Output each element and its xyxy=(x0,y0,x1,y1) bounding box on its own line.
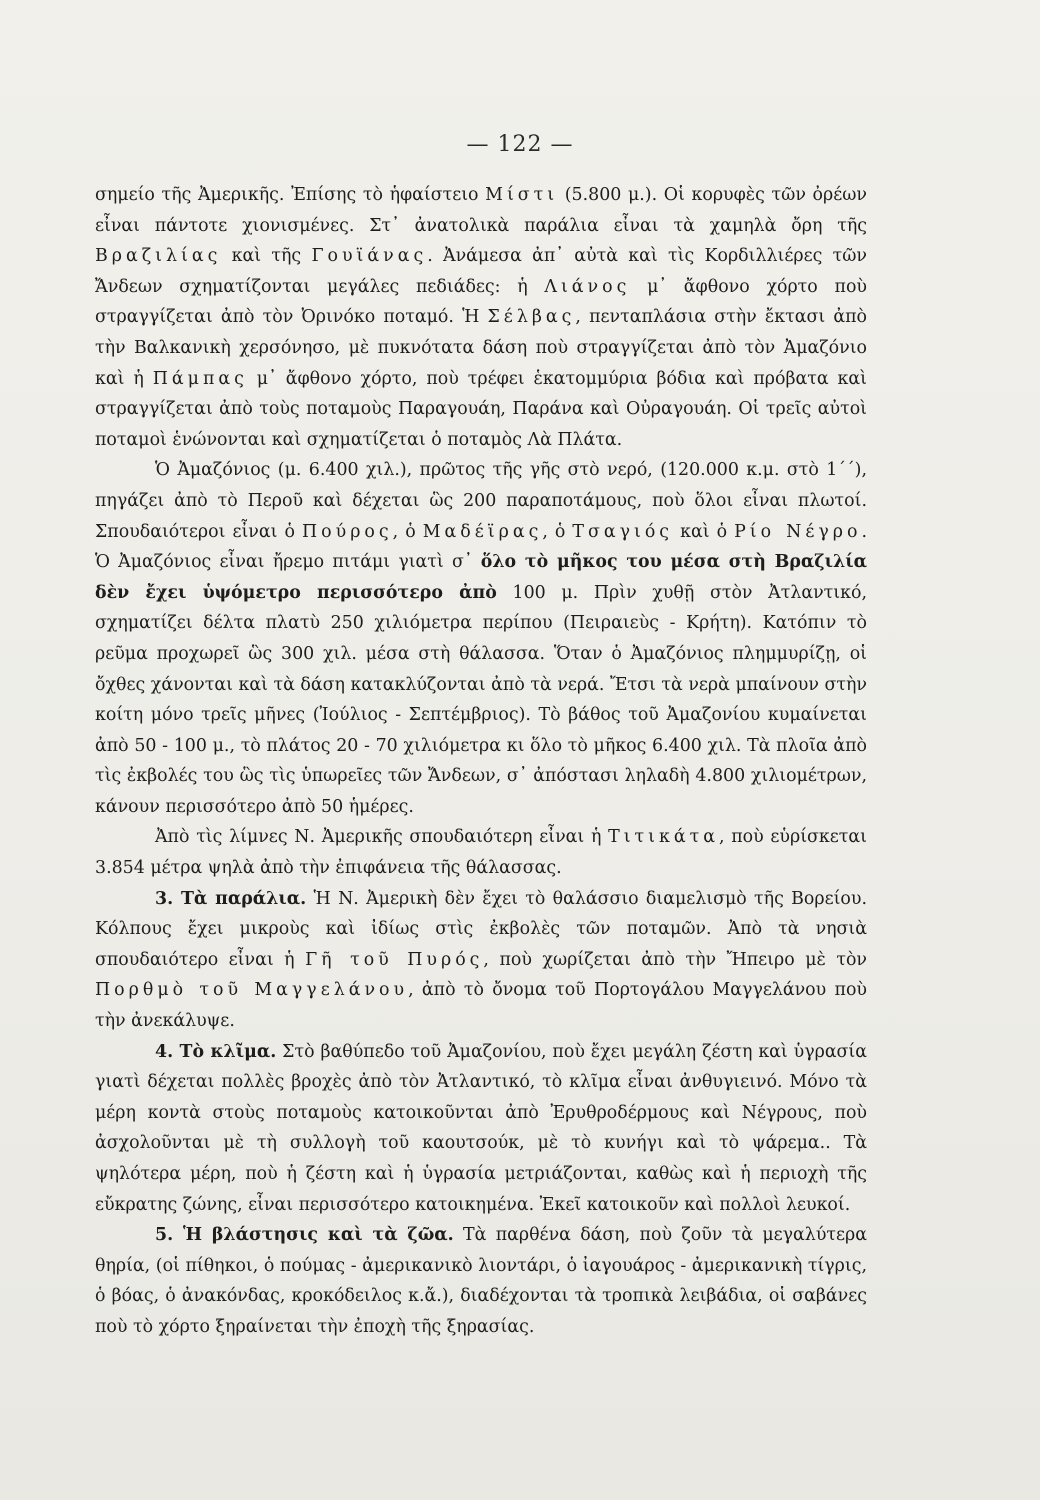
paragraph-amazon xyxy=(95,455,867,822)
text-run: σημείο τῆς Ἀμερικῆς. Ἐπίσης τὸ ἡφαίστειο xyxy=(95,185,486,205)
text-run: , πενταπλάσια στὴν ἔκτασι ἀπὸ τὴν Βαλκανικὴ χερσόνησο, μὲ πυκνότατα δάση ποὺ στραγγίζεται ἀπὸ τὸν Ἀμαζόνιο καὶ ἡ xyxy=(95,307,867,389)
text-run: καὶ τῆς xyxy=(221,246,312,267)
bold-text: ὅλο τὸ μῆκος του μέσα στὴ Βραζιλία δὲν ἔχει ὑψόμετρο περισσότερο ἀπὸ xyxy=(95,552,868,603)
text-run: Ἡ Ν. Ἀμερικὴ δὲν ἔχει τὸ θαλάσσιο διαμελισμὸ τῆς Βορείου. Κόλπους ἔχει μικροὺς καὶ ἰδίως στὶς ἐκβολὲς τῶν ποταμῶν. Ἀπὸ τὰ νησιὰ σπουδαιότερο εἶναι ἡ xyxy=(95,888,867,970)
paragraph-intro xyxy=(95,180,867,455)
text-run: μ᾿ ἄφθονο χόρτο ποὺ στραγγίζεται ἀπὸ τὸν Ὀρινόκο ποταμό. Ἡ xyxy=(95,276,867,328)
text-run: Στὸ βαθύπεδο τοῦ Ἀμαζονίου, ποὺ ἔχει μεγάλη ζέστη καὶ ὑγρασία γιατὶ δέχεται πολλὲς βροχὲς ἀπὸ τὸν Ἀτλαντικό, τὸ κλῖμα εἶναι ἀνθυγιεινό. Μόνο τὰ μέρη κοντὰ στοὺς ποταμοὺς κατοικοῦνται ἀπὸ Ἐρυθροδέρμους καὶ Νέγρους, ποὺ ἀσχολοῦνται μὲ τὴ συλλογὴ τοῦ καουτσούκ, μὲ τὸ κυνήγι καὶ τὸ ψάρεμα.. Τὰ ψηλότερα μέρη, ποὺ ἡ ζέστη καὶ ἡ ὑγρασία μετριάζονται, καθὼς καὶ ἡ περιοχὴ τῆς εὔκρατης ζώνης, εἶναι περισσότερο κατοικημένα. Ἐκεῖ κατοικοῦν καὶ πολλοὶ λευκοί. xyxy=(95,1041,867,1215)
text-run: Ἀπὸ τὶς λίμνες Ν. Ἀμερικῆς σπουδαιότερη εἶναι ἡ xyxy=(155,827,609,848)
bold-text: 3. Τὰ παράλια. xyxy=(155,888,307,909)
text-run: , ἀπὸ τὸ ὄνομα τοῦ Πορτογάλου Μαγγελάνου ποὺ τὴν ἀνεκάλυψε. xyxy=(95,980,867,1032)
spaced-term: Ρίο Νέγρο xyxy=(734,521,862,542)
spaced-term: Γουϊάνας xyxy=(311,246,428,267)
spaced-term: Λιάνος xyxy=(544,276,631,297)
spaced-term: Πορθμὸ τοῦ Μαγγελάνου xyxy=(95,980,409,1001)
paragraph-climate xyxy=(95,1037,867,1221)
paragraph-ports xyxy=(95,822,867,883)
bold-text: 4. Τὸ κλῖμα. xyxy=(155,1041,277,1062)
spaced-term: Τιτικάτα xyxy=(608,827,719,848)
text-run: καὶ ὁ xyxy=(673,521,735,542)
page-number: — 122 — xyxy=(466,132,574,157)
spaced-term: Πούρος xyxy=(302,521,393,542)
text-run: . Ἀνάμεσα ἀπ᾿ αὐτὰ καὶ τὶς Κορδιλλιέρες τῶν Ἄνδεων σχηματίζονται μεγάλες πεδιάδες: ἡ xyxy=(95,246,867,297)
spaced-term: Πάμπας xyxy=(152,368,248,389)
text-run: 100 μ. Πρὶν χυθῇ στὸν Ἀτλαντικό, σχηματίζει δέλτα πλατὺ 250 χιλιόμετρα περίπου (Πειραιεὺς - Κρήτη). Κατόπιν τὸ ρεῦμα προχωρεῖ ὣς 300 χιλ. μέσα στὴ θάλασσα. Ὅταν ὁ Ἀμαζόνιος πλημμυρίζῃ, οἱ ὄχθες χάνονται καὶ τὰ δάση κατακλύζονται ἀπὸ τὰ νερά. Ἔτσι τὰ νερὰ μπαίνουν στὴν κοίτη μόνο τρεῖς μῆνες (Ἰούλιος - Σεπτέμβριος). Τὸ βάθος τοῦ Ἀμαζονίου κυμαίνεται ἀπὸ 50 - 100 μ., τὸ πλάτος 20 - 70 χιλιόμετρα κι ὅλο τὸ μῆκος 6.400 χιλ. Τὰ πλοῖα ἀπὸ τὶς ἐκβολές του ὣς τὶς ὑπωρεῖες τῶν Ἄνδεων, σ᾿ ἀπόστασι ληλαδὴ 4.800 χιλιομέτρων, κάνουν περισσότερο ἀπὸ 50 ἡμέρες. xyxy=(95,582,867,817)
spaced-term: Μαδέϊρας xyxy=(422,521,543,542)
spaced-term: Σέλβας xyxy=(487,307,576,328)
text-run: , ὁ xyxy=(542,521,573,542)
spaced-term: Μίστι xyxy=(485,185,559,205)
spaced-term: Τσαγιός xyxy=(572,521,674,542)
text-run: μ᾿ ἄφθονο χόρτο, ποὺ τρέφει ἑκατομμύρια βόδια καὶ πρόβατα καὶ στραγγίζεται ἀπὸ τοὺς ποταμοὺς Παραγουάη, Παράνα καὶ Οὐραγουάη. Οἱ τρεῖς αὐτοὶ ποταμοὶ ἑνώνονται καὶ σχηματίζεται ὁ ποταμὸς Λὰ Πλάτα. xyxy=(95,368,867,450)
spaced-term: Γῆ τοῦ Πυρός xyxy=(305,949,484,970)
text-run: , ποὺ εὑρίσκεται 3.854 μέτρα ψηλὰ ἀπὸ τὴν ἐπιφάνεια τῆς θάλασσας. xyxy=(95,827,867,879)
bold-text: 5. Ἡ βλάστησις καὶ τὰ ζῶα. xyxy=(155,1225,454,1246)
spaced-term: Βραζιλίας xyxy=(95,246,222,267)
paragraph-coast xyxy=(95,884,867,1037)
text-run: Τὰ παρθένα δάση, ποὺ ζοῦν τὰ μεγαλύτερα θηρία, (οἱ πίθηκοι, ὁ πούμας - ἀμερικανικὸ λιοντάρι, ὁ ἰαγουάρος - ἀμερικανικὴ τίγρις, ὁ βόας, ὁ ἀνακόνδας, κροκόδειλος κ.ἄ.), διαδέχονται τὰ τροπικὰ λειβάδια, οἱ σαβάνες ποὺ τὸ χόρτο ξηραίνεται τὴν ἐποχὴ τῆς ξηρασίας. xyxy=(95,1225,867,1337)
text-run: . Ὁ Ἀμαζόνιος εἶναι ἤρεμο πιτάμι γιατὶ σ᾿ xyxy=(95,521,867,573)
body-text xyxy=(95,180,867,1343)
text-run: Ὁ Ἀμαζόνιος (μ. 6.400 χιλ.), πρῶτος τῆς γῆς στὸ νερό, (120.000 κ.μ. στὸ 1΄΄), πηγάζει ἀπὸ τὸ Περοῦ καὶ δέχεται ὣς 200 παραποτάμους, ποὺ ὅλοι εἶναι πλωτοί. Σπουδαιότεροι εἶναι ὁ xyxy=(95,460,867,542)
paragraph-flora xyxy=(95,1220,867,1342)
text-run: , ποὺ χωρίζεται ἀπὸ τὴν Ἤπειρο μὲ τὸν xyxy=(483,949,867,970)
text-run: (5.800 μ.). Οἱ κορυφὲς τῶν ὀρέων εἶναι πάντοτε χιονισμένες. Στ᾿ ἀνατολικὰ παράλια εἶναι τὰ χαμηλὰ ὄρη τῆς xyxy=(95,185,867,236)
text-run: , ὁ xyxy=(392,521,423,542)
